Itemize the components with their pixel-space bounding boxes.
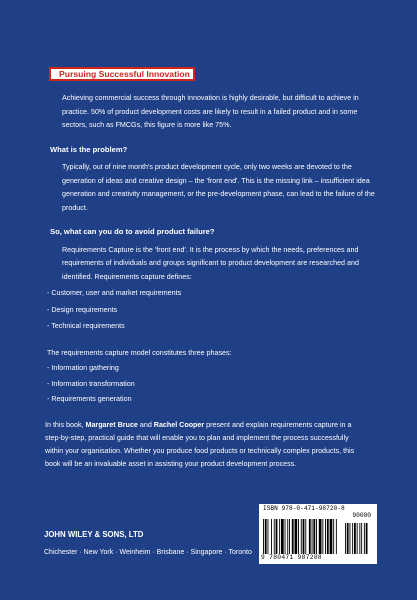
barcode-addon-bar	[357, 523, 358, 554]
list-item: - Technical requirements	[47, 322, 125, 330]
list-item: - Information transformation	[47, 379, 135, 388]
barcode-addon-bar	[364, 523, 365, 554]
barcode-bar	[309, 519, 311, 554]
barcode-addon-bar	[345, 523, 346, 554]
barcode-bar	[289, 519, 290, 554]
barcode-bar	[292, 519, 294, 554]
barcode-digits: 9 780471 987208	[261, 554, 322, 561]
problem-heading: What is the problem?	[50, 144, 128, 154]
price-addon: 90000	[352, 512, 371, 519]
avoid-heading: So, what can you do to avoid product failure?	[50, 227, 215, 236]
closing-paragraph	[45, 419, 367, 471]
barcode-bar	[298, 519, 299, 554]
defines-list	[45, 287, 375, 334]
barcode-bar	[313, 519, 315, 554]
phases-intro: The requirements capture model constitutes three phases:	[47, 348, 232, 357]
closing-text: present and explain requirements capture in a step-by-step, practical guide that will enable you to plan and implement the process successfully within your organisation. Whether you produce food products or technically complex products, this book will be an invaluable asset in assisting your product development process.	[45, 420, 355, 468]
list-item: - Design requirements	[47, 305, 118, 314]
barcode	[259, 504, 377, 564]
intro-paragraph: Achieving commercial success through innovation is highly desirable, but difficult to achieve in practice. 50% of product development costs are likely to result in a failed product and in some sectors, such as FMCGs, this figure is more like 75%.	[62, 94, 359, 129]
barcode-bar	[305, 519, 306, 554]
author-name: Margaret Bruce	[85, 420, 138, 429]
barcode-addon-bar	[361, 523, 362, 554]
barcode-bar	[303, 519, 305, 554]
barcode-bar	[281, 519, 284, 554]
barcode-bar	[263, 519, 264, 554]
barcode-bar	[287, 519, 288, 554]
barcode-addon-bar	[350, 523, 351, 554]
barcode-bar	[327, 519, 329, 554]
closing-text: and	[137, 420, 154, 429]
barcode-addon-bar	[359, 523, 360, 554]
barcode-bar	[295, 519, 298, 554]
body-text	[45, 92, 375, 471]
barcode-addon-bar	[347, 523, 349, 554]
barcode-bar	[271, 519, 272, 554]
publisher-name: JOHN WILEY & SONS, LTD	[44, 530, 144, 539]
barcode-bar	[316, 519, 317, 554]
list-item: - Information gathering	[47, 364, 119, 372]
barcode-bar	[268, 519, 269, 554]
barcode-bar	[274, 519, 275, 554]
barcode-bar	[336, 519, 337, 554]
barcode-bar	[322, 519, 323, 554]
list-item: - Customer, user and market requirements	[47, 289, 182, 297]
barcode-bars-icon	[263, 519, 373, 554]
barcode-bar	[325, 519, 326, 554]
list-item: - Requirements generation	[47, 395, 132, 403]
barcode-addon-bar	[366, 523, 368, 554]
barcode-addon-bar	[354, 523, 356, 554]
barcode-addon-bar	[352, 523, 353, 554]
author-name: Rachel Cooper	[153, 420, 205, 429]
barcode-bar	[285, 519, 286, 554]
publisher-cities: Chichester · New York · Weinheim · Brisbane · Singapore · Toronto	[44, 549, 252, 556]
barcode-bar	[301, 519, 302, 554]
closing-text: In this book,	[45, 420, 86, 429]
barcode-bar	[319, 519, 322, 554]
barcode-bar	[265, 519, 267, 554]
barcode-bar	[279, 519, 280, 554]
phases-list	[45, 362, 375, 407]
isbn-number: ISBN 978-0-471-98720-8	[263, 505, 345, 512]
barcode-bar	[312, 519, 313, 554]
barcode-bar	[330, 519, 333, 554]
section-title: Pursuing Successful Innovation	[49, 67, 195, 81]
problem-paragraph: Typically, out of nine month's product development cycle, only two weeks are devoted to the generation of ideas and creative design – the 'front end'. This is the missing link – insufficient idea generation and creativity management, or the pre-development phase, can lead to the failure of the product.	[62, 163, 375, 212]
barcode-bar	[276, 519, 278, 554]
avoid-paragraph: Requirements Capture is the 'front end'. It is the process by which the needs, preferences and requirements of individuals and groups significant to product development are researched and identified. Requirements capture defines:	[62, 245, 359, 281]
barcode-bar	[333, 519, 334, 554]
